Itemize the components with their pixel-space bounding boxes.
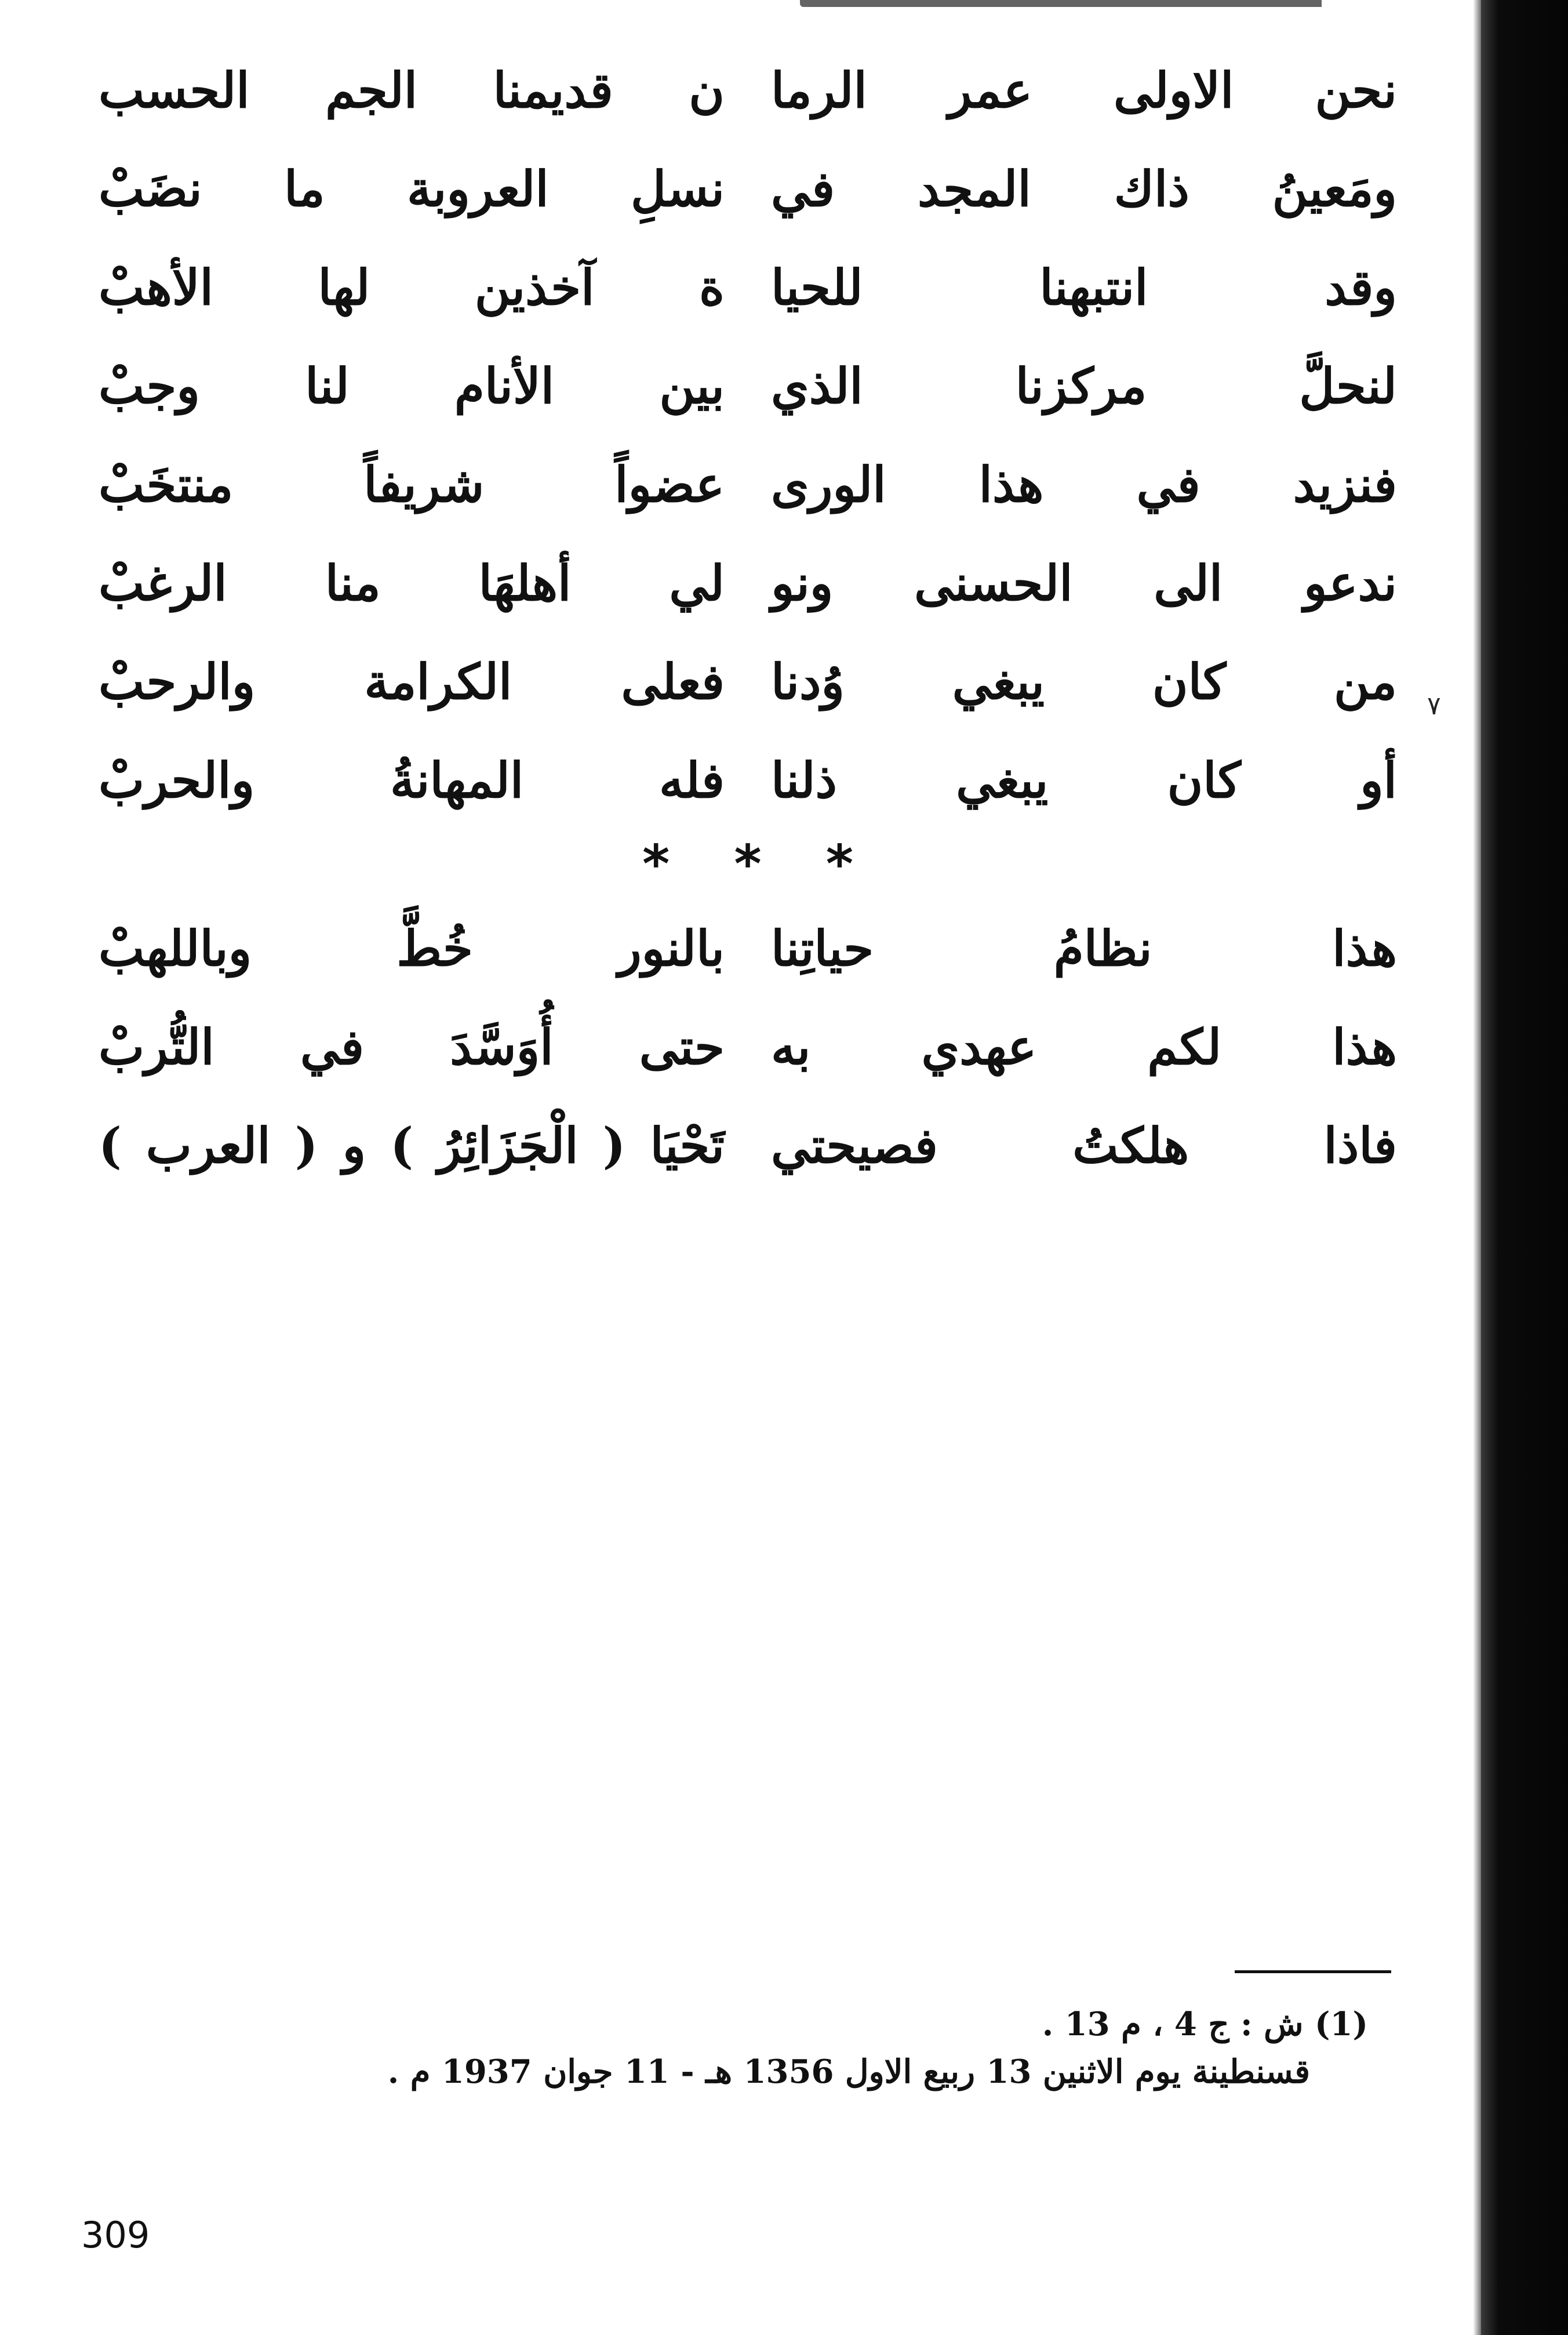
verse-9-right: هذا نظامُ حياتِنا xyxy=(771,919,1397,977)
verse-5-right: فنزيد في هذا الورى xyxy=(771,455,1397,513)
verse-4-left: بين الأنام لنا وجبْ xyxy=(99,357,725,415)
spine-shadow xyxy=(1473,0,1481,2335)
verse-8-left: فله المهانةُ والحربْ xyxy=(99,751,725,809)
verse-7-right: من كان يبغي وُدنا xyxy=(771,652,1397,710)
verse-2 xyxy=(99,139,1397,238)
verse-4-right: لنحلَّ مركزنا الذي xyxy=(771,357,1397,415)
footnotes xyxy=(116,2000,1368,2096)
verse-1-right: نحن الاولى عمر الرما xyxy=(771,61,1397,119)
verse-3-right: وقد انتبهنا للحيا xyxy=(771,258,1397,316)
verse-9-left: بالنور خُطَّ وباللهبْ xyxy=(99,919,725,977)
verse-5 xyxy=(99,435,1397,533)
verse-7 xyxy=(99,632,1397,731)
top-smudge xyxy=(800,0,1322,7)
verse-9 xyxy=(99,899,1397,997)
verse-1 xyxy=(99,41,1397,139)
poem xyxy=(99,41,1397,1194)
verse-10-right: هذا لكم عهدي به xyxy=(771,1018,1397,1076)
verse-5-left: عضواً شريفاً منتخَبْ xyxy=(99,455,725,513)
verse-4 xyxy=(99,336,1397,435)
verse-11-right: فاذا هلكتُ فصيحتي xyxy=(771,1116,1397,1174)
verse-10-left: حتى أُوَسَّدَ في التُّربْ xyxy=(99,1018,725,1076)
verse-6-left: لي أهلهَا منا الرغبْ xyxy=(99,554,725,612)
footnote-1: (1) ش : ج 4 ، م 13 . xyxy=(1042,2005,1368,2043)
verse-2-left: نسلِ العروبة ما نضَبْ xyxy=(99,159,725,217)
verse-6-right: ندعو الى الحسنى ونو xyxy=(771,554,1397,612)
verse-3 xyxy=(99,238,1397,336)
footnote-rule xyxy=(1235,1970,1391,1973)
footnote-2: قسنطينة يوم الاثنين 13 ربيع الاول 1356 هـ - 11 جوان 1937 م . xyxy=(387,2053,1310,2091)
verse-8 xyxy=(99,731,1397,829)
verse-6 xyxy=(99,533,1397,632)
verse-3-left: ة آخذين لها الأهبْ xyxy=(99,258,725,316)
margin-mark: ٧ xyxy=(1427,691,1441,721)
verse-10 xyxy=(99,997,1397,1096)
book-spine xyxy=(1481,0,1568,2335)
verse-2-right: ومَعينُ ذاك المجد في xyxy=(771,159,1397,217)
verse-7-left: فعلى الكرامة والرحبْ xyxy=(99,652,725,710)
page-number: 309 xyxy=(81,2214,150,2256)
verse-8-right: أو كان يبغي ذلنا xyxy=(771,751,1397,809)
section-separator: * * * xyxy=(642,833,876,895)
verse-1-left: ن قديمنا الجم الحسب xyxy=(99,61,725,119)
verse-11-left: تَحْيَا ( الْجَزَائِرُ ) و ( العرب ) xyxy=(99,1116,725,1174)
verse-11 xyxy=(99,1096,1397,1194)
